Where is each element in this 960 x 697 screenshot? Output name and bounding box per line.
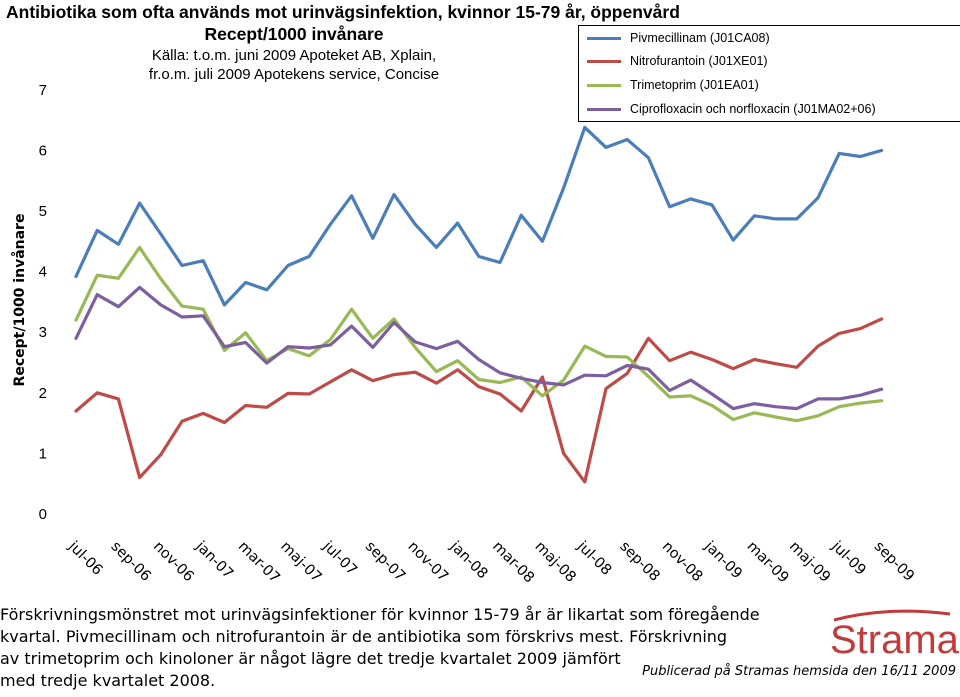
x-tick-label: jan-09 <box>701 538 745 583</box>
y-axis-label: Recept/1000 invånare <box>12 213 28 387</box>
source-line-1: Källa: t.o.m. juni 2009 Apoteket AB, Xplain, <box>151 47 437 64</box>
y-tick-label: 7 <box>38 81 47 99</box>
x-tick-label: maj-09 <box>785 538 834 586</box>
x-tick-label: jan-08 <box>446 538 491 583</box>
legend-swatch-pivmecillinam <box>587 37 621 40</box>
legend-item-nitrofurantoin <box>587 52 768 70</box>
series-line-1 <box>76 127 882 305</box>
chart-subtitle: Recept/1000 invånare <box>204 24 384 44</box>
caption-line: Förskrivningsmönstret mot urinvägsinfektioner för kvinnor 15-79 år är likartat som föregående <box>0 605 760 624</box>
legend <box>578 25 960 122</box>
legend-swatch-trimetoprim <box>587 84 621 87</box>
legend-label-trimetoprim: Trimetoprim (J01EA01) <box>630 78 759 92</box>
x-tick-label: jan-07 <box>192 538 237 583</box>
y-tick-label: 3 <box>38 324 47 342</box>
legend-item-ciprofloxacin <box>587 100 876 118</box>
x-tick-label: maj-07 <box>277 538 325 586</box>
y-tick-label: 4 <box>38 263 47 281</box>
source-line-2: fr.o.m. juli 2009 Apotekens service, Concise <box>148 66 440 83</box>
legend-item-pivmecillinam <box>587 29 770 47</box>
series-line-2 <box>76 319 882 482</box>
chart-title: Antibiotika som ofta används mot urinvägsinfektion, kvinnor 15-79 år, öppenvård <box>6 2 680 22</box>
x-tick-label: sep-07 <box>361 538 409 585</box>
x-tick-label: mar-07 <box>234 538 283 587</box>
x-tick-label: nov-06 <box>149 538 197 586</box>
legend-item-trimetoprim <box>587 76 759 94</box>
x-tick-label: nov-07 <box>404 538 451 586</box>
x-tick-label: jul-09 <box>828 538 869 579</box>
x-tick-label: maj-08 <box>531 538 579 586</box>
y-tick-label: 1 <box>38 445 47 463</box>
legend-label-pivmecillinam: Pivmecillinam (J01CA08) <box>630 31 770 45</box>
x-tick-label: jul-06 <box>65 538 106 579</box>
y-tick-label: 0 <box>38 506 47 523</box>
caption-line: av trimetoprim och kinoloner är något lägre det tredje kvartalet 2009 jämfört <box>0 649 621 668</box>
series-line-4 <box>76 287 882 408</box>
x-tick-label: mar-08 <box>489 538 538 587</box>
y-tick-label: 5 <box>38 203 47 220</box>
x-tick-label: nov-08 <box>658 538 706 586</box>
x-tick-label: sep-06 <box>107 538 154 585</box>
published-note: Publicerad på Stramas hemsida den 16/11 2009 <box>642 664 956 679</box>
legend-swatch-nitrofurantoin <box>587 60 621 63</box>
x-tick-label: jul-08 <box>573 538 615 579</box>
x-tick-label: mar-09 <box>743 538 792 587</box>
y-tick-label: 2 <box>38 384 47 402</box>
caption-line: med tredje kvartalet 2008. <box>0 671 216 690</box>
legend-swatch-ciprofloxacin <box>587 108 621 111</box>
legend-label-nitrofurantoin: Nitrofurantoin (J01XE01) <box>630 54 768 68</box>
x-tick-label: jul-07 <box>319 538 360 579</box>
caption-line: kvartal. Pivmecillinam och nitrofurantoin är de antibiotika som förskrivs mest. Förskrivning <box>0 627 728 646</box>
strama-logo: Strama <box>830 618 959 662</box>
series-line-3 <box>76 247 882 420</box>
legend-label-ciprofloxacin: Ciprofloxacin och norfloxacin (J01MA02+06) <box>630 102 876 116</box>
y-tick-label: 6 <box>38 142 47 160</box>
x-tick-label: sep-08 <box>616 538 663 585</box>
x-tick-label: sep-09 <box>870 538 917 585</box>
